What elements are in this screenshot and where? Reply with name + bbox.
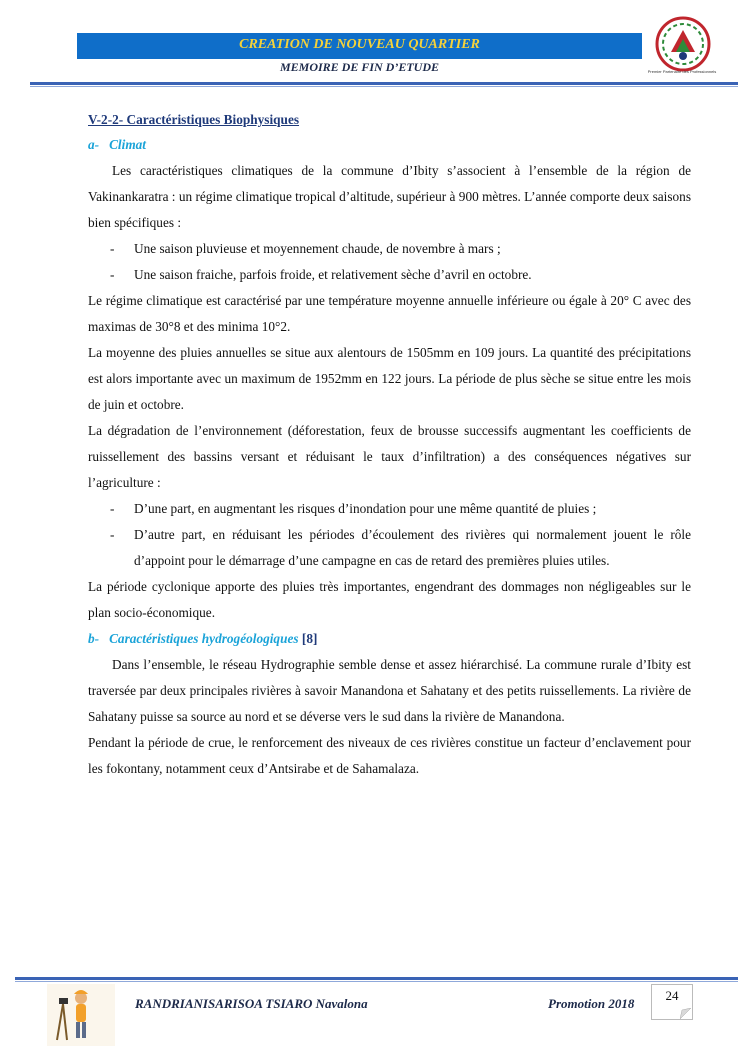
reference-link[interactable]: [8] xyxy=(301,631,318,646)
paragraph: La période cyclonique apporte des pluies très importantes, engendrant des dommages non négligeables sur le plan socio-économique. xyxy=(88,579,691,620)
list-item: - D’autre part, en réduisant les périodes d’écoulement des rivières qui normalement jouent le rôle d’appoint pour le démarrage d’une campagne en cas de retard des premières pluies utiles. xyxy=(110,522,691,574)
footer-rule xyxy=(15,977,738,980)
header-rule-thin xyxy=(30,86,738,87)
footer-author: RANDRIANISARISOA TSIARO Navalona xyxy=(135,996,368,1011)
page-number: 24 xyxy=(651,984,693,1020)
header-rule xyxy=(30,82,738,85)
list-item: - Une saison fraiche, parfois froide, et relativement sèche d’avril en octobre. xyxy=(110,262,691,288)
paragraph: Les caractéristiques climatiques de la commune d’Ibity s’associent à l’ensemble de la région de Vakinankaratra : un régime climatique tropical d’altitude, supérieur à 900 mètres. L’année comporte deux saisons bien spécifiques : xyxy=(88,163,691,230)
list-item-text: D’autre part, en réduisant les périodes d’écoulement des rivières qui normalement jouent le rôle d’appoint pour le démarrage d’une campagne en cas de retard des premières pluies utiles. xyxy=(134,527,691,568)
subsection-climat xyxy=(88,132,691,158)
list-item: - Une saison pluvieuse et moyennement chaude, de novembre à mars ; xyxy=(110,236,691,262)
logo-caption: Premier Partenaire des Professionnels xyxy=(647,69,717,74)
subsection-title: Climat xyxy=(109,137,147,152)
paragraph: La moyenne des pluies annuelles se situe aux alentours de 1505mm en 109 jours. La quantité des précipitations est alors importante avec un maximum de 1952mm en 122 jours. La période de plus sèche se situe entre les mois de juin et octobre. xyxy=(88,345,691,412)
paragraph: Pendant la période de crue, le renforcement des niveaux de ces rivières constitue un facteur d’enclavement pour les fokontany, notamment ceux d’Antsirabe et de Sahamalaza. xyxy=(88,735,691,776)
list-item-text: Une saison fraiche, parfois froide, et relativement sèche d’avril en octobre. xyxy=(134,267,532,282)
subsection-title: Caractéristiques hydrogéologiques xyxy=(109,631,299,646)
page-body xyxy=(88,108,691,782)
header-title: CREATION DE NOUVEAU QUARTIER xyxy=(239,37,480,52)
subsection-marker: b- xyxy=(88,631,100,646)
paragraph: La dégradation de l’environnement (déforestation, feux de brousse successifs augmentant les coefficients de ruissellement des bassins versant et réduisant le taux d’infiltration) a des conséquences négatives sur l’agriculture : xyxy=(88,423,691,490)
list-item: - D’une part, en augmentant les risques d’inondation pour une même quantité de pluies ; xyxy=(110,496,691,522)
header-subtitle: MEMOIRE DE FIN D’ETUDE xyxy=(279,60,440,74)
paragraph: Le régime climatique est caractérisé par une température moyenne annuelle inférieure ou égale à 20° C avec des maximas de 30°8 et des minima 10°2. xyxy=(88,293,691,334)
section-title: V-2-2- Caractéristiques Biophysiques xyxy=(88,112,300,127)
paragraph: Dans l’ensemble, le réseau Hydrographie semble dense et assez hiérarchisé. La commune rurale d’Ibity est traversée par deux principales rivières à savoir Manandona et Sahatany et des petits ruissellements. La rivière de Sahatany puisse sa source au nord et se déverse vers le sud dans la rivière de Manandona. xyxy=(88,657,691,724)
list-item-text: D’une part, en augmentant les risques d’inondation pour une même quantité de pluies ; xyxy=(134,501,597,516)
footer-rule-thin xyxy=(15,981,738,982)
subsection-marker: a- xyxy=(88,137,100,152)
surveyor-illustration-icon xyxy=(47,984,115,1046)
subsection-hydrogeologie xyxy=(88,626,691,652)
list-item-text: Une saison pluvieuse et moyennement chaude, de novembre à mars ; xyxy=(134,241,501,256)
page-fold-icon xyxy=(680,1008,691,1019)
footer-promotion: Promotion 2018 xyxy=(548,996,635,1011)
